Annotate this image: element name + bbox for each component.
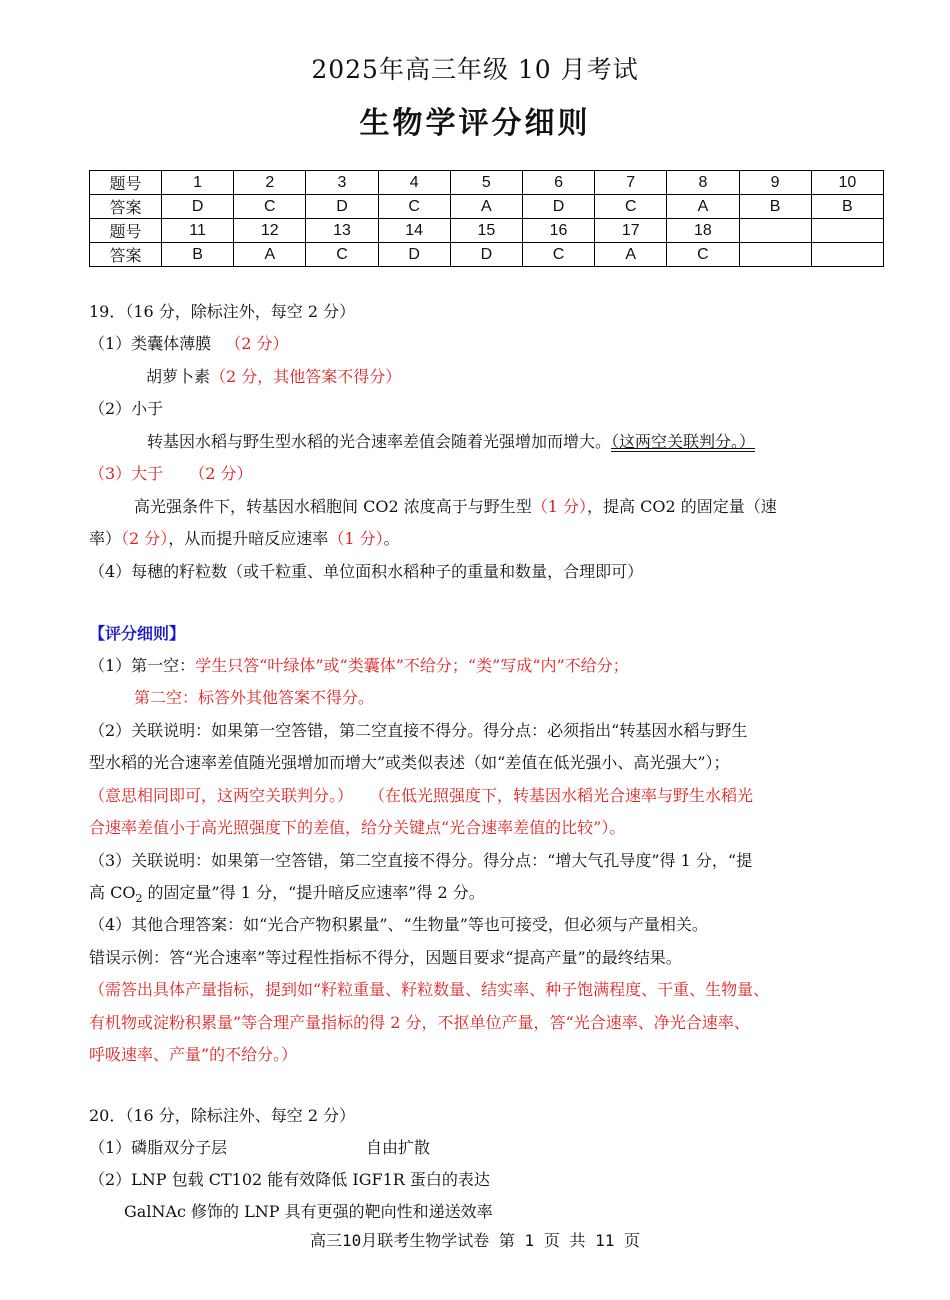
rule-3-subscript: 2 <box>135 892 143 906</box>
q19-part3-text-d: ，从而提升暗反应速率 <box>168 529 329 548</box>
question-number-cell: 7 <box>595 171 667 195</box>
question-number-row <box>90 171 884 195</box>
q19-part2-answer: 转基因水稻与野生型水稻的光合速率差值会随着光强增加而增大。 <box>147 432 612 451</box>
answer-cell: B <box>739 195 811 219</box>
q19-part1-answer: （1）类囊体薄膜 <box>89 334 212 353</box>
question-number-cell: 8 <box>667 171 739 195</box>
rule-1-prefix: （1）第一空： <box>89 656 196 675</box>
rules-heading: 【评分细则】 <box>89 624 186 643</box>
q20-part1-answer2: 自由扩散 <box>366 1138 431 1157</box>
rule-3-text-a: 高 CO <box>89 883 136 902</box>
question-number-cell: 18 <box>667 219 739 243</box>
answer-cell: C <box>378 195 450 219</box>
page-footer: 高三10月联考生物学试卷 第 1 页 共 11 页 <box>310 1231 640 1250</box>
question-number-cell: 15 <box>450 219 522 243</box>
answer-table <box>89 170 884 267</box>
rule-1 <box>89 654 629 678</box>
q19-part3-score-c: （1 分） <box>328 529 384 548</box>
answer-cell: D <box>162 195 234 219</box>
q19-part1-answer2: 胡萝卜素 <box>146 367 211 386</box>
rule-4-line4: 有机物或淀粉积累量”等合理产量指标的得 2 分，不抠单位产量，答“光合速率、净光合速率、 <box>89 1013 750 1032</box>
rule-2-note-b: （在低光照强度下，转基因水稻光合速率与野生水稻光 <box>369 786 754 805</box>
document-title: 生物学评分细则 <box>359 106 591 141</box>
answer-cell: A <box>234 243 306 267</box>
answer-cell: D <box>378 243 450 267</box>
question-number-cell <box>811 219 883 243</box>
question-number-cell: 3 <box>306 171 378 195</box>
q20-part2-line1: （2）LNP 包载 CT102 能有效降低 IGF1R 蛋白的表达 <box>89 1170 490 1189</box>
q19-part3-score-a: （1 分） <box>531 497 587 516</box>
question-number-cell: 14 <box>378 219 450 243</box>
rule-2-line3 <box>89 784 753 808</box>
question-number-cell: 6 <box>522 171 594 195</box>
answer-row <box>90 195 884 219</box>
question-number-cell: 9 <box>739 171 811 195</box>
question-number-cell: 10 <box>811 171 883 195</box>
question-number-row <box>90 219 884 243</box>
q19-part3 <box>89 462 252 486</box>
answer-cell: A <box>595 243 667 267</box>
row-label-question: 题号 <box>90 171 162 195</box>
answer-cell: D <box>306 195 378 219</box>
q19-part2: （2）小于 <box>89 399 164 418</box>
rule-2-line2: 型水稻的光合速率差值随光强增加而增大”或类似表述（如“差值在低光强小、高光强大”）； <box>89 753 730 772</box>
row-label-answer: 答案 <box>90 195 162 219</box>
answer-cell: C <box>667 243 739 267</box>
q20-part2-line2: GalNAc 修饰的 LNP 具有更强的靶向性和递送效率 <box>124 1202 493 1221</box>
rule-4-line1: （4）其他合理答案：如“光合产物积累量”、“生物量”等也可接受，但必须与产量相关。 <box>89 915 708 934</box>
rule-1-text: 学生只答“叶绿体”或“类囊体”不给分；“类”写成“内”不给分； <box>195 656 629 675</box>
answer-cell: B <box>811 195 883 219</box>
rule-4-line3: （需答出具体产量指标，提到如“籽粒重量、籽粒数量、结实率、种子饱满程度、干重、生物量、 <box>89 980 770 999</box>
q19-part3-line1 <box>134 495 777 519</box>
q19-part1-note: （2 分，其他答案不得分） <box>210 367 402 386</box>
rule-4-line2: 错误示例：答“光合速率”等过程性指标不得分，因题目要求“提高产量”的最终结果。 <box>89 948 682 967</box>
q19-part3-score-b: （2 分） <box>121 529 169 548</box>
question-number-cell: 2 <box>234 171 306 195</box>
q19-part1-line2 <box>146 365 401 389</box>
rule-1-line2: 第二空：标答外其他答案不得分。 <box>134 688 375 707</box>
rule-2-line1: （2）关联说明：如果第一空答错，第二空直接不得分。得分点：必须指出“转基因水稻与野生 <box>89 721 748 740</box>
answer-cell: C <box>595 195 667 219</box>
q19-part3-text-c: 率） <box>89 529 122 548</box>
q19-part3-answer: （3）大于 <box>89 464 164 483</box>
q19-part1 <box>89 332 288 356</box>
question-number-cell: 5 <box>450 171 522 195</box>
q19-part3-text-a: 高光强条件下，转基因水稻胞间 CO2 浓度高于与野生型 <box>134 497 532 516</box>
answer-cell: C <box>522 243 594 267</box>
answer-cell: B <box>162 243 234 267</box>
answer-cell: D <box>450 243 522 267</box>
answer-cell: A <box>450 195 522 219</box>
answer-cell: C <box>306 243 378 267</box>
q19-part2-note: （这两空关联判分。） <box>611 432 756 451</box>
question-number-cell: 16 <box>522 219 594 243</box>
q19-part3-line2 <box>89 527 400 551</box>
q19-header: 19．（16 分，除标注外，每空 2 分） <box>89 302 356 321</box>
row-label-question: 题号 <box>90 219 162 243</box>
q19-part2-line2 <box>147 430 755 454</box>
question-number-cell <box>739 219 811 243</box>
exam-title: 2025年高三年级 10 月考试 <box>311 55 639 84</box>
rule-3-line2 <box>89 881 485 911</box>
rule-3-line1: （3）关联说明：如果第一空答错，第二空直接不得分。得分点：“增大气孔导度”得 1 分，“提 <box>89 851 753 870</box>
rule-3-text-b: 的固定量”得 1 分，“提升暗反应速率”得 2 分。 <box>142 883 485 902</box>
rule-4-line5: 呼吸速率、产量”的不给分。） <box>89 1045 298 1064</box>
q19-part1-score: （2 分） <box>225 334 289 353</box>
answer-cell: C <box>234 195 306 219</box>
question-number-cell: 11 <box>162 219 234 243</box>
q20-part1 <box>89 1136 431 1160</box>
q20-header: 20．（16 分，除标注外、每空 2 分） <box>89 1106 356 1125</box>
q19-part3-text-e: 。 <box>383 529 400 548</box>
question-number-cell: 4 <box>378 171 450 195</box>
answer-row <box>90 243 884 267</box>
answer-cell <box>811 243 883 267</box>
q20-part1-answer1: （1）磷脂双分子层 <box>89 1138 228 1157</box>
question-number-cell: 13 <box>306 219 378 243</box>
answer-cell: D <box>522 195 594 219</box>
row-label-answer: 答案 <box>90 243 162 267</box>
rule-2-note-a: （意思相同即可，这两空关联判分。） <box>89 786 354 805</box>
answer-cell: A <box>667 195 739 219</box>
q19-part3-text-b: ，提高 CO2 的固定量（速 <box>587 497 777 516</box>
question-number-cell: 12 <box>234 219 306 243</box>
question-number-cell: 17 <box>595 219 667 243</box>
q19-part4: （4）每穗的籽粒数（或千粒重、单位面积水稻种子的重量和数量，合理即可） <box>89 562 644 581</box>
rule-2-line4: 合速率差值小于高光照强度下的差值，给分关键点“光合速率差值的比较”）。 <box>89 818 626 837</box>
q19-part3-score: （2 分） <box>189 464 253 483</box>
question-number-cell: 1 <box>162 171 234 195</box>
answer-cell <box>739 243 811 267</box>
